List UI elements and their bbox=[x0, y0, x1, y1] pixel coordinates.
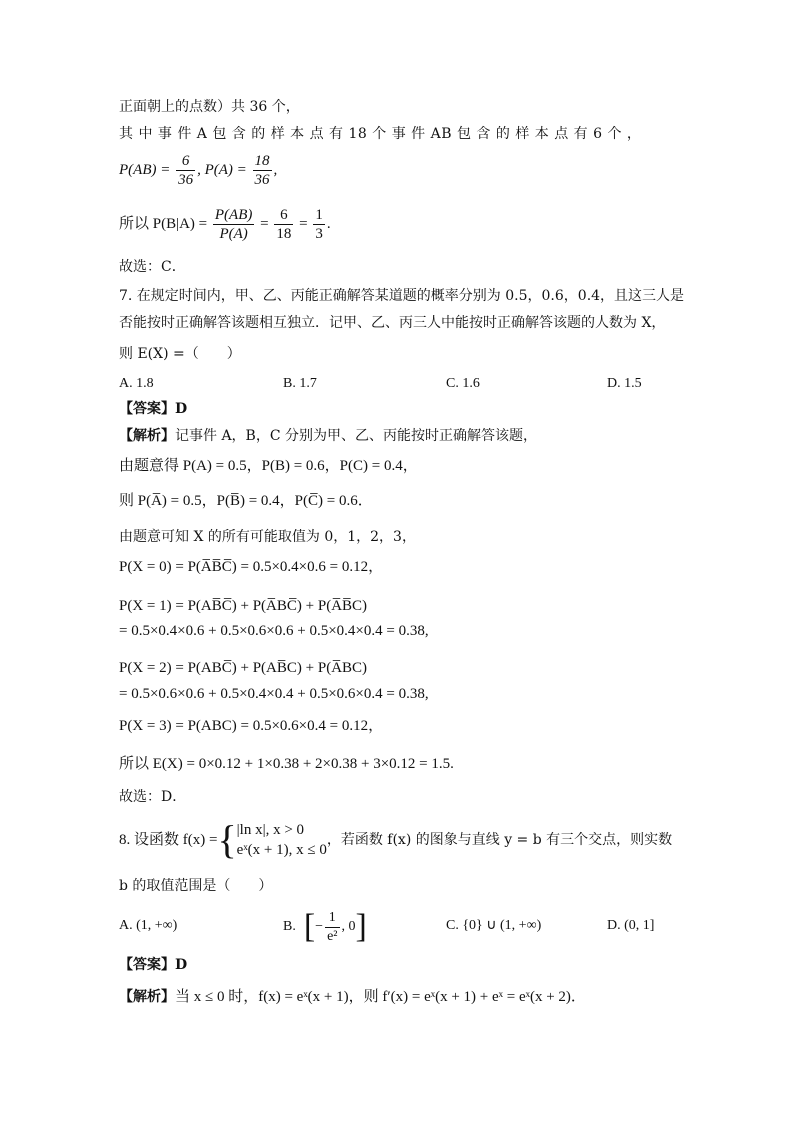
solution-line: 故选：D． bbox=[119, 789, 187, 805]
formula-text: ，若函数 f(x) 的图象与直线 y = b 有三个交点，则实数 bbox=[326, 832, 673, 848]
solution-tag: 【解析】 bbox=[119, 428, 175, 444]
formula-text: , bbox=[273, 161, 278, 178]
bracket-glyph: ] bbox=[355, 908, 367, 945]
option-c: C. 1.6 bbox=[446, 376, 480, 391]
question-7-line: 则 E(X) =（ ） bbox=[119, 346, 241, 362]
brace-glyph: { bbox=[217, 817, 237, 862]
text-line: 故选：C． bbox=[119, 259, 186, 275]
formula-text: = bbox=[295, 215, 312, 232]
denominator: 36 bbox=[178, 172, 194, 188]
option-letter: B. bbox=[283, 919, 296, 934]
numerator: P(AB) bbox=[214, 207, 253, 223]
solution-line: 则 P(A̅) = 0.5，P(B̅) = 0.4，P(C̅) = 0.6． bbox=[119, 493, 373, 509]
denominator: P(A) bbox=[219, 226, 248, 242]
fraction bbox=[274, 206, 293, 243]
formula-text: , P(A) = bbox=[197, 161, 251, 178]
formula-text: 所以 P(B|A) = bbox=[119, 215, 211, 232]
solution-line: P(X = 0) = P(A̅B̅C̅) = 0.5×0.4×0.6 = 0.12， bbox=[119, 559, 384, 575]
option-a: A. (1, +∞) bbox=[119, 918, 178, 933]
answer-label: 【答案】D bbox=[119, 401, 188, 417]
option-c: C. {0} ∪ (1, +∞) bbox=[446, 918, 542, 933]
question-8-line bbox=[119, 818, 672, 862]
numerator: 6 bbox=[274, 206, 293, 225]
denominator: e² bbox=[327, 928, 338, 944]
case-line: |ln x|, x > 0 bbox=[236, 822, 305, 838]
solution-line bbox=[119, 426, 537, 446]
text-line: 其 中 事 件 A 包 含 的 样 本 点 有 18 个 事 件 AB 包 含 的 样 本 点 有 6 个 ， bbox=[119, 126, 642, 142]
solution-line: 由题意得 P(A) = 0.5，P(B) = 0.6，P(C) = 0.4， bbox=[119, 458, 418, 474]
option-d: D. (0, 1] bbox=[607, 918, 655, 933]
fraction bbox=[176, 152, 195, 189]
denominator: 36 bbox=[254, 172, 270, 188]
answer-label: 【答案】D bbox=[119, 957, 188, 973]
formula-text: 8. 设函数 f(x) = bbox=[119, 832, 218, 848]
formula-text: . bbox=[326, 215, 331, 232]
numerator: 1 bbox=[315, 207, 323, 223]
solution-line: P(X = 1) = P(AB̅C̅) + P(A̅BC̅) + P(A̅B̅C) bbox=[119, 598, 368, 614]
text-line: 正面朝上的点数）共 36 个， bbox=[119, 99, 300, 115]
formula-text: = bbox=[256, 215, 273, 232]
numerator: 18 bbox=[254, 153, 270, 169]
solution-line bbox=[119, 987, 586, 1007]
fraction bbox=[325, 909, 339, 946]
bracket-glyph: [ bbox=[303, 908, 316, 945]
numerator: 1 bbox=[325, 909, 339, 928]
minus-sign: − bbox=[315, 919, 324, 934]
solution-line: P(X = 3) = P(ABC) = 0.5×0.6×0.4 = 0.12， bbox=[119, 718, 384, 734]
option-text: , 0 bbox=[341, 919, 356, 934]
solution-line: P(X = 2) = P(ABC̅) + P(AB̅C) + P(A̅BC) bbox=[119, 660, 368, 676]
question-7-line: 7. 在规定时间内，甲、乙、丙能正确解答某道题的概率分别为 0.5，0.6，0.4，且这三人是 bbox=[119, 288, 685, 304]
solution-line: 所以 E(X) = 0×0.12 + 1×0.38 + 2×0.38 + 3×0.12 = 1.5. bbox=[119, 756, 454, 772]
option-b bbox=[283, 905, 367, 949]
question-7-line: 否能按时正确解答该题相互独立．记甲、乙、丙三人中能按时正确解答该题的人数为 X， bbox=[119, 315, 666, 331]
solution-text: 记事件 A，B，C 分别为甲、乙、丙能按时正确解答该题， bbox=[175, 428, 538, 444]
fraction bbox=[213, 206, 254, 243]
piecewise-cases bbox=[237, 820, 327, 860]
fraction bbox=[253, 152, 272, 189]
solution-line: 由题意可知 X 的所有可能取值为 0，1，2，3， bbox=[119, 529, 416, 545]
formula-line bbox=[119, 206, 331, 243]
option-b: B. 1.7 bbox=[283, 376, 317, 391]
option-a: A. 1.8 bbox=[119, 376, 154, 391]
option-d: D. 1.5 bbox=[607, 376, 642, 391]
numerator: 6 bbox=[176, 152, 195, 171]
formula-text: P(AB) = bbox=[119, 161, 175, 178]
solution-line: = 0.5×0.6×0.6 + 0.5×0.4×0.4 + 0.5×0.6×0.4 = 0.38, bbox=[119, 686, 429, 702]
solution-text: 当 x ≤ 0 时，f(x) = eˣ(x + 1)，则 f′(x) = eˣ(x + 1) + eˣ = eˣ(x + 2)． bbox=[175, 989, 586, 1005]
denominator: 3 bbox=[315, 226, 323, 242]
denominator: 18 bbox=[276, 226, 292, 242]
fraction bbox=[313, 206, 325, 243]
solution-tag: 【解析】 bbox=[119, 989, 175, 1005]
formula-line bbox=[119, 152, 277, 189]
case-line: eˣ(x + 1), x ≤ 0 bbox=[236, 842, 327, 858]
question-8-line: b 的取值范围是（ ） bbox=[119, 878, 273, 894]
solution-line: = 0.5×0.4×0.6 + 0.5×0.6×0.6 + 0.5×0.4×0.4 = 0.38, bbox=[119, 623, 429, 639]
